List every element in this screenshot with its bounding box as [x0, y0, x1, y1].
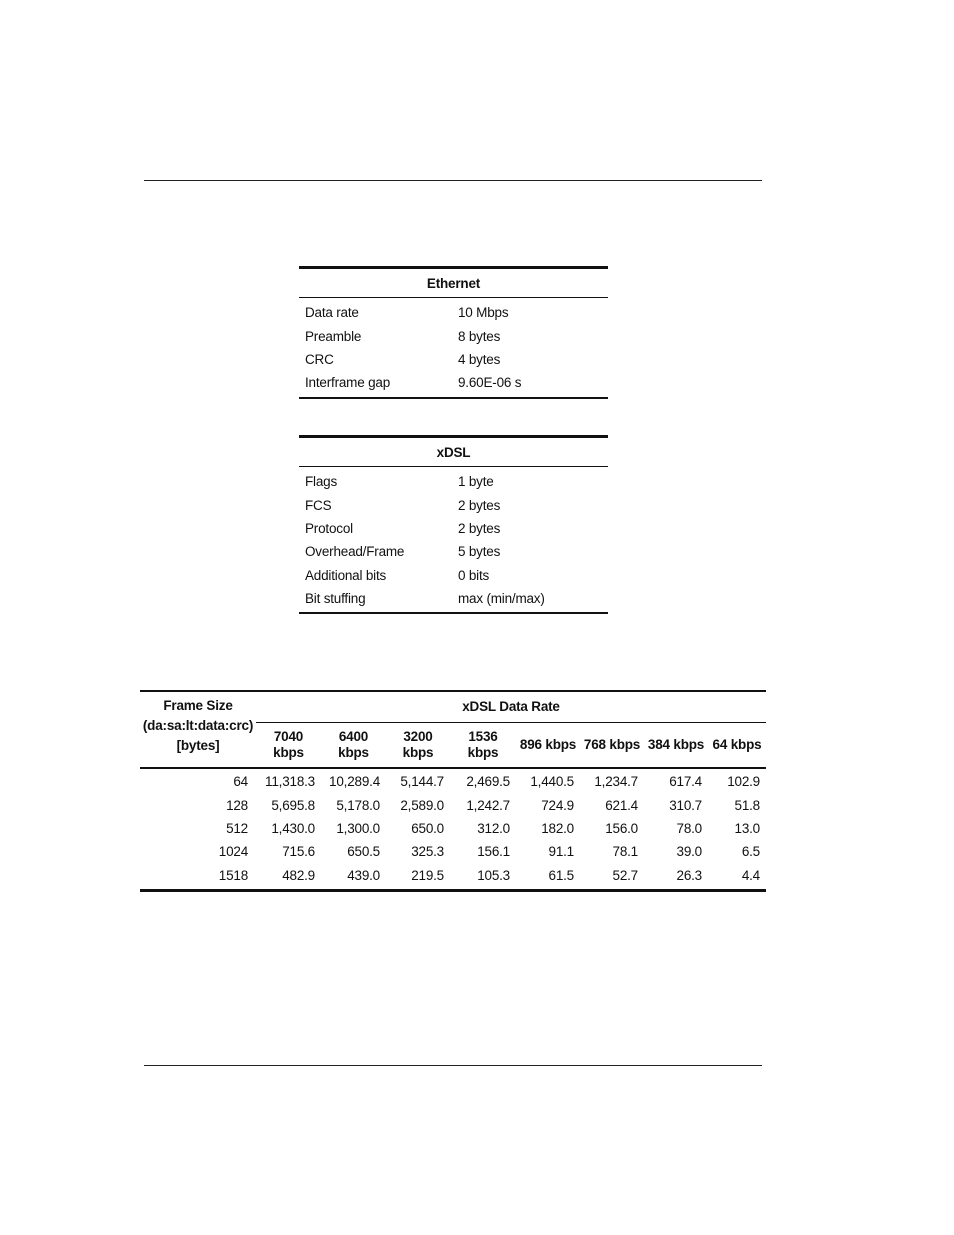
- rate-cell: 2,469.5: [466, 774, 510, 790]
- rate-cell: 91.1: [548, 844, 574, 860]
- table-row: [140, 864, 766, 891]
- rate-cell: 10,289.4: [329, 774, 380, 790]
- row-value: 1 byte: [458, 474, 494, 490]
- rate-cell: 51.8: [734, 797, 760, 813]
- row-value: 4 bytes: [458, 351, 501, 367]
- table-row: [140, 817, 766, 840]
- frame-size-header-line: (da:sa:lt:data:crc): [142, 718, 254, 733]
- row-label: Flags: [305, 474, 338, 490]
- frame-size-cell: 128: [226, 797, 248, 813]
- table-row: [299, 467, 608, 494]
- table-row: [140, 793, 766, 816]
- row-value: 0 bits: [458, 567, 490, 583]
- xdsl-data-rate-header: xDSL Data Rate: [256, 691, 766, 723]
- rate-cell: 724.9: [541, 797, 574, 813]
- rate-cell: 39.0: [676, 844, 702, 860]
- rate-cell: 312.0: [477, 820, 510, 836]
- column-header: 1536 kbps: [450, 723, 516, 769]
- rate-cell: 102.9: [727, 774, 760, 790]
- frame-size-header-line: [bytes]: [176, 738, 220, 753]
- row-value: 8 bytes: [458, 328, 501, 344]
- rate-cell: 13.0: [734, 820, 760, 836]
- row-label: Overhead/Frame: [305, 544, 405, 560]
- row-label: FCS: [305, 497, 332, 513]
- rate-cell: 1,242.7: [466, 797, 510, 813]
- data-rate-table: [140, 690, 766, 892]
- row-value: 2 bytes: [458, 520, 501, 536]
- rate-cell: 2,589.0: [400, 797, 444, 813]
- rate-cell: 1,430.0: [271, 820, 315, 836]
- rate-cell: 5,178.0: [336, 797, 380, 813]
- rate-cell: 5,144.7: [400, 774, 444, 790]
- row-label: Data rate: [305, 305, 359, 321]
- rate-cell: 5,695.8: [271, 797, 315, 813]
- frame-size-cell: 512: [226, 820, 248, 836]
- rate-cell: 11,318.3: [265, 774, 315, 790]
- table-row: [299, 371, 608, 397]
- column-header: 6400 kbps: [321, 723, 386, 769]
- column-header: 768 kbps: [580, 723, 644, 769]
- rate-cell: 182.0: [541, 820, 574, 836]
- rate-cell: 78.0: [676, 820, 702, 836]
- rate-cell: 325.3: [411, 844, 444, 860]
- row-label: Bit stuffing: [299, 587, 453, 613]
- frame-size-cell: 64: [233, 774, 248, 790]
- rate-cell: 650.0: [411, 820, 444, 836]
- row-value: 2 bytes: [458, 497, 501, 513]
- ethernet-table-title: Ethernet: [299, 268, 608, 298]
- rate-cell: 1,234.7: [594, 774, 638, 790]
- frame-size-cell: 1518: [140, 864, 256, 891]
- row-label: Interframe gap: [299, 371, 453, 397]
- rate-cell: 1,300.0: [336, 820, 380, 836]
- column-header: 64 kbps: [708, 723, 766, 769]
- xdsl-table: [299, 435, 608, 614]
- xdsl-table-title: xDSL: [299, 437, 608, 467]
- row-label: Protocol: [305, 520, 353, 536]
- column-header: 3200 kbps: [386, 723, 450, 769]
- rate-cell: 650.5: [347, 844, 380, 860]
- rate-cell: 52.7: [580, 864, 644, 891]
- header-rule: [144, 180, 762, 181]
- row-label: Additional bits: [305, 567, 387, 583]
- table-row: [140, 768, 766, 793]
- row-value: 5 bytes: [458, 544, 501, 560]
- table-row: [299, 564, 608, 587]
- ethernet-table: [299, 266, 608, 399]
- column-header: 7040 kbps: [256, 723, 321, 769]
- row-label: CRC: [305, 351, 334, 367]
- table-row: [299, 298, 608, 325]
- rate-cell: 6.5: [741, 844, 760, 860]
- table-row: [299, 348, 608, 371]
- frame-size-cell: 1024: [218, 844, 248, 860]
- table-row: [299, 517, 608, 540]
- rate-cell: 61.5: [516, 864, 580, 891]
- rate-cell: 156.1: [477, 844, 510, 860]
- row-value: 9.60E-06 s: [453, 371, 608, 397]
- footer-rule: [144, 1065, 762, 1066]
- table-row: [140, 840, 766, 863]
- table-row: [299, 493, 608, 516]
- rate-cell: 439.0: [321, 864, 386, 891]
- row-value: max (min/max): [453, 587, 608, 613]
- rate-cell: 26.3: [644, 864, 708, 891]
- column-header: 384 kbps: [644, 723, 708, 769]
- rate-cell: 78.1: [612, 844, 638, 860]
- frame-size-header: [140, 691, 256, 768]
- row-value: 10 Mbps: [458, 305, 509, 321]
- rate-cell: 482.9: [256, 864, 321, 891]
- table-row: [299, 324, 608, 347]
- row-label: Preamble: [305, 328, 362, 344]
- table-row: [299, 540, 608, 563]
- rate-cell: 621.4: [605, 797, 638, 813]
- rate-cell: 4.4: [708, 864, 766, 891]
- rate-cell: 105.3: [450, 864, 516, 891]
- rate-cell: 715.6: [282, 844, 315, 860]
- rate-cell: 310.7: [669, 797, 702, 813]
- rate-cell: 156.0: [605, 820, 638, 836]
- frame-size-header-line: Frame Size: [163, 698, 233, 713]
- rate-cell: 617.4: [669, 774, 702, 790]
- table-row: [299, 587, 608, 613]
- rate-cell: 219.5: [386, 864, 450, 891]
- rate-cell: 1,440.5: [530, 774, 574, 790]
- column-header: 896 kbps: [516, 723, 580, 769]
